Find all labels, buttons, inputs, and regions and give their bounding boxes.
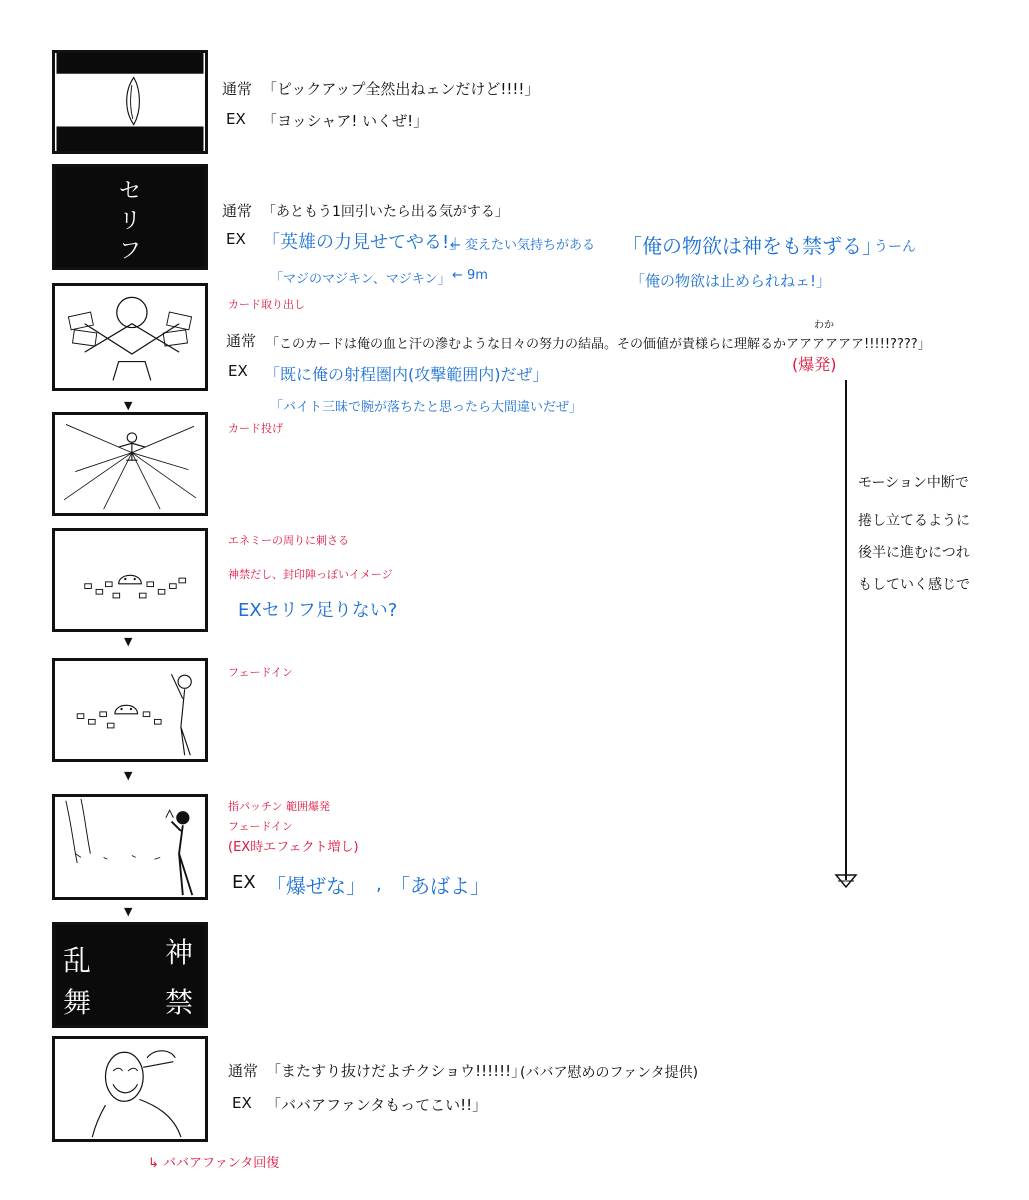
storyboard-panel-2	[52, 164, 208, 270]
title-char-mai: 舞	[63, 986, 92, 1019]
panel-7-drawing	[55, 797, 205, 897]
side-note-line-2: 捲し立てるように	[858, 513, 970, 529]
panel-9-drawing	[55, 1039, 205, 1139]
panel-1-ex-line: 「ヨッシャア! いくぜ!」	[262, 112, 429, 130]
panel-1-ex-label: EX	[226, 110, 246, 128]
panel-3-normal-line: 「このカードは俺の血と汗の滲むような日々の努力の結晶。その価値が貴様らに理解るかアアアアアア!!!!!????」	[266, 337, 931, 352]
panel-9-ex-line: 「ババアファンタもってこい!!」	[266, 1096, 488, 1114]
panel-9-normal-note: (ババア慰めのファンタ提供)	[520, 1065, 699, 1081]
panel-3-stage-note: カード取り出し	[228, 298, 305, 311]
panel-2-ex-line-1: 「英雄の力見せてやる!」	[262, 232, 468, 253]
panel-2-ex-label: EX	[226, 230, 246, 248]
panel-9-normal-label: 通常	[228, 1062, 259, 1080]
panel-1-drawing	[55, 53, 205, 151]
panel-9-footnote: ↳ ババアファンタ回復	[148, 1156, 280, 1171]
panel-2-normal-line: 「あともう1回引いたら出る気がする」	[262, 204, 509, 220]
panel-7-stage-note-2: フェードイン	[228, 820, 293, 833]
storyboard-panel-8	[52, 922, 208, 1028]
down-arrow: ▼	[124, 905, 133, 918]
storyboard-panel-3	[52, 283, 208, 391]
down-arrow: ▼	[124, 769, 133, 782]
panel-3-drawing	[55, 286, 205, 388]
storyboard-panel-5	[52, 528, 208, 632]
title-char-ran: 乱	[63, 944, 92, 977]
panel-2-serif-text: セリフ	[119, 179, 142, 264]
panel-3-ex-line-1: 「既に俺の射程圏内(攻撃範囲内)だぜ」	[264, 365, 549, 384]
panel-3-ex-line-2: 「バイト三昧で腕が落ちたと思ったら大間違いだぜ」	[270, 400, 583, 415]
panel-7-ex-separator: ,	[376, 874, 382, 895]
panel-3-ruby: わか	[814, 320, 834, 331]
panel-6-drawing	[55, 661, 205, 759]
storyboard-panel-6	[52, 658, 208, 762]
side-note-line-4: もしていく感じで	[858, 577, 970, 593]
panel-7-ex-line-1: 「爆ぜな」	[266, 874, 366, 898]
panel-7-stage-note-1: 指パッチン 範囲爆発	[228, 800, 330, 813]
panel-3-explode-note: (爆発)	[792, 355, 837, 374]
storyboard-panel-1	[52, 50, 208, 154]
side-note-line-1: モーション中断で	[858, 475, 969, 491]
title-char-kin: 禁	[165, 986, 194, 1019]
title-char-shin: 神	[165, 936, 194, 969]
storyboard-panel-9	[52, 1036, 208, 1142]
panel-9-normal-line: 「またすり抜けだよチクショウ!!!!!!」	[266, 1062, 527, 1080]
panel-3-ex-label: EX	[228, 362, 248, 380]
storyboard-panel-4	[52, 412, 208, 516]
panel-2-ex-alt-1: 「俺の物欲は神をも禁ずる」	[622, 234, 882, 258]
panel-2-ex-note-2: ← 9m	[452, 268, 488, 283]
panel-7-ex-line-2: 「あばよ」	[390, 874, 490, 898]
timeline-line	[845, 380, 847, 880]
panel-4-drawing	[55, 415, 205, 513]
panel-2-normal-label: 通常	[222, 202, 253, 220]
panel-7-ex-label: EX	[232, 872, 256, 893]
panel-2-ex-line-2: 「マジのマジキン、マジキン」	[270, 272, 451, 287]
side-note-line-3: 後半に進むにつれ	[858, 545, 970, 561]
panel-2-ex-alt-2: 「俺の物欲は止められねェ!」	[630, 272, 832, 290]
timeline-arrow-icon	[834, 873, 858, 889]
panel-1-normal-label: 通常	[222, 80, 253, 98]
panel-9-ex-label: EX	[232, 1094, 252, 1112]
panel-5-drawing	[55, 531, 205, 629]
panel-5-ex-question: EXセリフ足りない?	[238, 600, 398, 621]
panel-6-stage-note: フェードイン	[228, 666, 293, 679]
down-arrow: ▼	[124, 635, 133, 648]
panel-1-normal-line: 「ピックアップ全然出ねェンだけど!!!!」	[262, 80, 540, 98]
panel-2-ex-alt-1-tail: うーん	[874, 239, 916, 255]
down-arrow: ▼	[124, 399, 133, 412]
panel-5-stage-note-2: 神禁だし、封印陣っぽいイメージ	[228, 568, 393, 581]
panel-4-stage-note: カード投げ	[228, 422, 283, 435]
panel-2-ex-note-1: ← 変えたい気持ちがある	[450, 238, 596, 253]
panel-5-stage-note-1: エネミーの周りに刺さる	[228, 534, 349, 547]
panel-7-stage-note-3: (EX時エフェクト増し)	[228, 840, 359, 855]
storyboard-panel-7	[52, 794, 208, 900]
panel-3-normal-label: 通常	[226, 332, 257, 350]
